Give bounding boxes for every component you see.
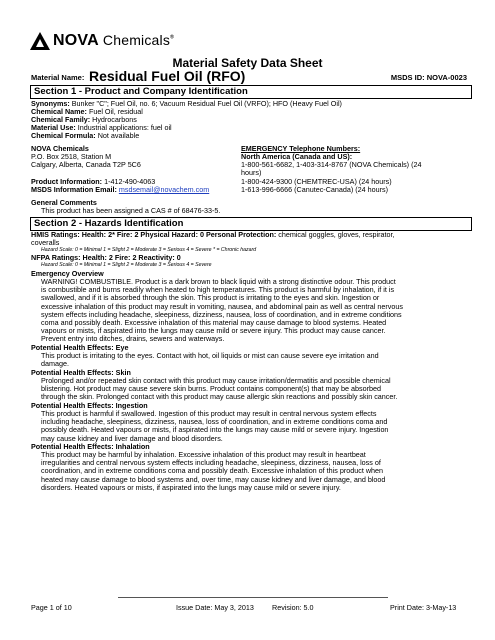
material-use-label: Material Use: <box>31 123 76 132</box>
skin-line: blistering. Hot product may cause severe skin burns. Product contains component(s) that may be absorbed <box>41 384 381 394</box>
ingestion-effects-text <box>41 410 471 443</box>
skin-line: Prolonged and/or repeated skin contact with this product may cause irritation/dermatitis and possible chemical <box>41 376 391 385</box>
material-name: Residual Fuel Oil (RFO) <box>89 68 246 84</box>
hmis-ratings: Health: 2* Fire: 2 Physical Hazard: 0 Personal Protection: <box>81 230 277 239</box>
nova-triangle-icon <box>30 32 50 50</box>
msds-email-line <box>31 186 239 194</box>
company-name: NOVA Chemicals <box>31 144 89 153</box>
hmis-label: HMIS Ratings: <box>31 230 80 239</box>
company-address-2: Calgary, Alberta, Canada T2P 5C6 <box>31 160 141 169</box>
ingestion-effects-label: Potential Health Effects: Ingestion <box>31 401 148 410</box>
emergency-overview-text <box>41 278 471 344</box>
hmis-line <box>31 231 471 239</box>
general-comments-text: This product has been assigned a CAS # of 68476-33-5. <box>41 206 221 215</box>
overview-line: is combustible and burns readily when heated to high temperatures. This product is harmful by inhalation, if it is <box>41 285 395 295</box>
inhalation-line: coordination, and in extreme conditions coma and possibly death. Excessive inhalation of this product when <box>41 466 384 476</box>
chemical-formula-value: Not available <box>97 131 140 140</box>
nova-chemicals-logo <box>30 30 174 52</box>
msds-email-label: MSDS Information Email: <box>31 185 117 194</box>
material-row <box>31 65 467 83</box>
msds-email-link[interactable]: msdsemail@novachem.com <box>118 185 210 194</box>
nfpa-ratings: Health: 2 Fire: 2 Reactivity: 0 <box>82 253 181 262</box>
inhalation-line: irregularities and central nervous system effects including headache, sleepiness, dizziness, nausea, loss of <box>41 458 381 468</box>
nfpa-line <box>31 254 471 262</box>
logo-main-text: NOVA <box>53 32 99 49</box>
footer-page-number: Page 1 of 10 <box>31 603 72 612</box>
material-name-label: Material Name: <box>31 73 85 82</box>
section-2-heading: Section 2 - Hazards Identification <box>30 217 472 231</box>
emergency-overview-label: Emergency Overview <box>31 269 104 278</box>
overview-line: WARNING! COMBUSTIBLE. Product is a dark brown to black liquid with a strong distinctive odour. This product <box>41 277 396 286</box>
ingestion-line: possibly death. Heated vapours or mists, if aspirated into the lungs may cause mild or severe injury. Ingestion <box>41 425 389 435</box>
overview-line: system effects including headache, sleepiness, dizziness, nausea, loss of coordination, and in extreme conditions <box>41 309 402 319</box>
eye-line: damage. <box>41 359 69 369</box>
overview-line: swallowed, and if it is absorbed through the skin. This product is irritating to the eyes and skin. Ingestion or <box>41 293 380 303</box>
emergency-line-4: 1-613-996-6666 (Canutec-Canada) (24 hours) <box>241 185 389 194</box>
inhalation-line: heated may cause damage to blood systems and, over time, may cause kidney and liver damage, and blood <box>41 474 386 484</box>
ingestion-line: may cause kidney and liver damage and blood disorders. <box>41 433 223 443</box>
inhalation-line: disorders. Heated vapours or mists, if aspirated into the lungs may cause mild or severe injury. <box>41 482 341 492</box>
skin-effects-text <box>41 377 471 402</box>
ingestion-line: This product is harmful if swallowed. Ingestion of this product may result in central nervous system effects <box>41 409 377 418</box>
skin-effects-label: Potential Health Effects: Skin <box>31 368 131 377</box>
emergency-line-3: 1-800-424-9300 (CHEMTREC-USA) (24 hours) <box>241 177 392 186</box>
chemical-name-label: Chemical Name: <box>31 107 87 116</box>
logo-sub-text: Chemicals <box>102 32 171 48</box>
nfpa-scale: Hazard Scale: 0 = Minimal 1 = Slight 2 = Moderate 3 = Serious 4 = Severe <box>41 262 212 268</box>
eye-effects-label: Potential Health Effects: Eye <box>31 343 129 352</box>
msds-id: MSDS ID: NOVA-0023 <box>390 73 467 82</box>
hmis-ppe: chemical goggles, gloves, respirator, <box>278 230 395 239</box>
footer-issue-date: Issue Date: May 3, 2013 <box>176 603 254 612</box>
product-info-label: Product Information: <box>31 177 103 186</box>
footer-revision: Revision: 5.0 <box>272 603 314 612</box>
document-title: Material Safety Data Sheet <box>172 56 323 70</box>
emergency-region: North America (Canada and US): <box>241 152 353 161</box>
product-info-phone: 1-412-490-4063 <box>104 177 156 186</box>
logo-registered-mark: ® <box>170 34 174 41</box>
overview-line: Prevent entry into ditches, drains, sewers and waterways. <box>41 334 225 344</box>
overview-line: coma and possibly death. Excessive inhalation of this material may cause damage to blood systems. Heated <box>41 318 387 328</box>
material-use-value: Industrial applications: fuel oil <box>77 123 172 132</box>
chemical-formula-label: Chemical Formula: <box>31 131 96 140</box>
inhalation-line: This product may be harmful by inhalation. Excessive inhalation of this product may result in heartbeat <box>41 450 366 459</box>
eye-effects-text <box>41 352 471 368</box>
footer-print-date: Print Date: 3-May-13 <box>390 603 457 612</box>
overview-line: vapours or mists, if aspirated into the lungs may cause mild or severe injury. This product may cause cancer. <box>41 326 386 336</box>
skin-line: through the skin. Prolonged contact with this product may cause allergic skin reactions and possibly skin cancer. <box>41 392 398 402</box>
section-1-heading: Section 1 - Product and Company Identification <box>30 85 472 99</box>
emergency-line-1: 1-800-561-6682, 1-403-314-8767 (NOVA Chemicals) (24 <box>241 160 422 169</box>
footer-divider <box>118 597 388 598</box>
hmis-line-2: coveralls <box>31 238 60 247</box>
synonyms-label: Synonyms: <box>31 99 70 108</box>
company-address-1: P.O. Box 2518, Station M <box>31 152 112 161</box>
nfpa-label: NFPA Ratings: <box>31 253 81 262</box>
chemical-formula-line <box>31 132 471 140</box>
emergency-line-2: hours) <box>241 168 262 177</box>
chemical-family-label: Chemical Family: <box>31 115 91 124</box>
overview-line: excessive inhalation of this product may result in vomiting, nausea, and abdominal pain as well as central nervous <box>41 301 403 311</box>
chemical-name-value: Fuel Oil, residual <box>88 107 143 116</box>
inhalation-effects-text <box>41 451 471 492</box>
ingestion-line: including headache, sleepiness, dizziness, nausea, loss of coordination, and in extreme conditions coma and <box>41 417 388 427</box>
hmis-scale: Hazard Scale: 0 = Minimal 1 = Slight 2 = Moderate 3 = Serious 4 = Severe * = Chronic hazard <box>41 247 257 253</box>
inhalation-effects-label: Potential Health Effects: Inhalation <box>31 442 150 451</box>
chemical-family-value: Hydrocarbons <box>92 115 137 124</box>
emergency-title-text: EMERGENCY Telephone Numbers: <box>241 144 361 153</box>
synonyms-value: Bunker "C"; Fuel Oil, no. 6; Vacuum Residual Fuel Oil (VRFO); HFO (Heavy Fuel Oil) <box>71 99 342 108</box>
eye-line: This product is irritating to the eyes. Contact with hot, oil liquids or mist can cause severe eye irritation and <box>41 351 379 360</box>
general-comments-label: General Comments <box>31 198 97 207</box>
